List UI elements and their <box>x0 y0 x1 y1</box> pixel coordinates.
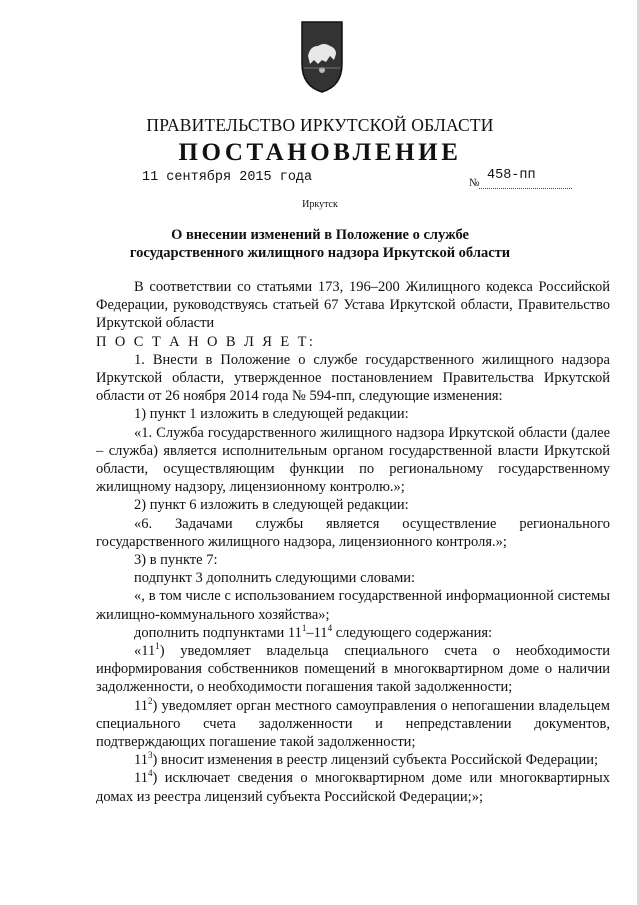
irkutsk-coat-of-arms-icon <box>300 20 344 94</box>
city: Иркутск <box>302 199 338 210</box>
paragraph: подпункт 3 дополнить следующими словами: <box>134 570 416 587</box>
paragraph: 1) пункт 1 изложить в следующей редакции: <box>134 406 409 423</box>
paragraph: $11^2$) уведомляет орган местного самоуправления о непогашении владельцем специального счета задолженности и непредставлении документов, подтверждающих погашение такой задолженности; <box>96 695 610 751</box>
paragraph: $11^4$) исключает сведения о многоквартирном доме или многоквартирных домах из реестра лицензий субъекта Российской Федерации;»; <box>96 768 610 805</box>
paragraph: В соответствии со статьями 173, 196–200 Жилищного кодекса Российской Федерации, руководствуясь статьей 67 Устава Иркутской области, Правительство Иркутской области <box>96 279 610 332</box>
government-name: ПРАВИТЕЛЬСТВО ИРКУТСКОЙ ОБЛАСТИ <box>146 115 494 135</box>
number-sign: № <box>469 177 480 189</box>
paragraph: «6. Задачами службы является осуществление регионального государственного жилищного надзора, лицензионного контроля.»; <box>96 515 610 550</box>
number-underline <box>479 188 572 189</box>
paragraph: 2) пункт 6 изложить в следующей редакции: <box>134 497 409 514</box>
document-subject: О внесении изменений в Положение о службе государственного жилищного надзора Иркутской области <box>129 227 511 261</box>
paragraph: $11^3$) вносит изменения в реестр лицензий субъекта Российской Федерации; <box>134 750 599 769</box>
paragraph: «, в том числе с использованием государственной информационной системы жилищно-коммунального хозяйства»; <box>96 588 610 623</box>
document-date: 11 сентября 2015 года <box>142 170 313 185</box>
resolves-heading: П О С Т А Н О В Л Я Е Т: <box>96 333 316 350</box>
document-type: ПОСТАНОВЛЕНИЕ <box>178 139 462 166</box>
paragraph: «1. Служба государственного жилищного надзора Иркутской области (далее – служба) является исполнительным органом государственной власти Иркутской области, осуществляющим функции по региональному государственному жилищному надзору, лицензионному контролю.»; <box>96 424 610 496</box>
paragraph: 3) в пункте 7: <box>134 552 218 569</box>
paragraph: 1. Внести в Положение о службе государственного жилищного надзора Иркутской области, утвержденное постановлением Правительства Иркутской области от 26 ноября 2014 года № 594-пп, следующие изменения: <box>96 351 610 405</box>
document-number: 458-пп <box>487 168 536 183</box>
paragraph: «$11^1$) уведомляет владельца специального счета о необходимости информирования собственников помещений в многоквартирном доме о наличии задолженности, о необходимости погашения такой задолженности; <box>96 641 610 696</box>
paragraph: дополнить подпунктами $11^1-11^4$ следующего содержания: <box>134 623 493 641</box>
document-body <box>96 278 610 806</box>
